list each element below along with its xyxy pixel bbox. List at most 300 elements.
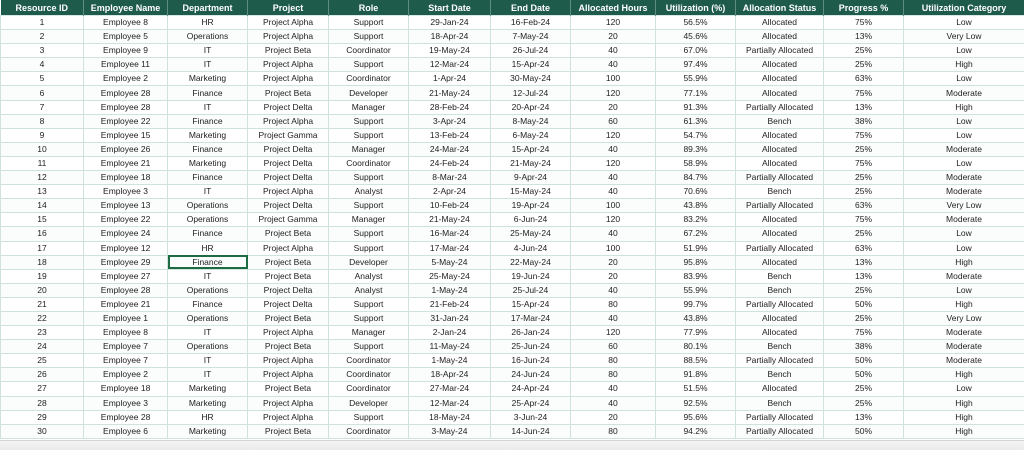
cell-utilization[interactable]: 88.5% — [656, 354, 736, 368]
cell-allocation-status[interactable]: Bench — [736, 283, 824, 297]
cell-allocated-hours[interactable]: 40 — [571, 227, 656, 241]
cell-allocation-status[interactable]: Allocated — [736, 142, 824, 156]
cell-department[interactable]: Operations — [168, 340, 248, 354]
cell-allocation-status[interactable]: Allocated — [736, 58, 824, 72]
cell-allocated-hours[interactable]: 120 — [571, 128, 656, 142]
cell-allocated-hours[interactable]: 100 — [571, 199, 656, 213]
cell-utilization[interactable]: 95.6% — [656, 410, 736, 424]
cell-employee-name[interactable]: Employee 18 — [84, 171, 168, 185]
cell-resource-id[interactable]: 26 — [1, 368, 84, 382]
cell-allocated-hours[interactable]: 80 — [571, 424, 656, 438]
cell-department[interactable]: Operations — [168, 30, 248, 44]
cell-project[interactable]: Project Alpha — [248, 30, 329, 44]
cell-role[interactable]: Coordinator — [329, 368, 409, 382]
cell-allocation-status[interactable]: Partially Allocated — [736, 44, 824, 58]
cell-utilization[interactable]: 80.1% — [656, 340, 736, 354]
cell-allocation-status[interactable]: Allocated — [736, 86, 824, 100]
cell-progress[interactable]: 13% — [824, 269, 904, 283]
cell-role[interactable]: Manager — [329, 100, 409, 114]
cell-start-date[interactable]: 25-May-24 — [409, 269, 491, 283]
cell-end-date[interactable]: 15-Apr-24 — [491, 142, 571, 156]
cell-utilization-category[interactable]: Low — [904, 227, 1024, 241]
cell-role[interactable]: Coordinator — [329, 382, 409, 396]
cell-utilization[interactable]: 97.4% — [656, 58, 736, 72]
cell-role[interactable]: Support — [329, 199, 409, 213]
cell-utilization-category[interactable]: Low — [904, 114, 1024, 128]
cell-end-date[interactable]: 15-Apr-24 — [491, 297, 571, 311]
cell-allocation-status[interactable]: Partially Allocated — [736, 354, 824, 368]
cell-employee-name[interactable]: Employee 28 — [84, 100, 168, 114]
cell-start-date[interactable]: 24-Mar-24 — [409, 142, 491, 156]
cell-project[interactable]: Project Beta — [248, 255, 329, 269]
cell-resource-id[interactable]: 18 — [1, 255, 84, 269]
cell-utilization[interactable]: 91.3% — [656, 100, 736, 114]
cell-role[interactable]: Coordinator — [329, 44, 409, 58]
cell-utilization-category[interactable]: Moderate — [904, 340, 1024, 354]
cell-resource-id[interactable]: 15 — [1, 213, 84, 227]
cell-department[interactable]: IT — [168, 58, 248, 72]
cell-end-date[interactable]: 24-Jun-24 — [491, 368, 571, 382]
cell-utilization-category[interactable]: Low — [904, 156, 1024, 170]
cell-utilization-category[interactable]: Low — [904, 283, 1024, 297]
cell-role[interactable]: Manager — [329, 326, 409, 340]
col-header-role[interactable]: Role — [329, 0, 409, 16]
cell-utilization[interactable]: 91.8% — [656, 368, 736, 382]
cell-progress[interactable]: 25% — [824, 283, 904, 297]
cell-utilization[interactable]: 51.9% — [656, 241, 736, 255]
cell-utilization-category[interactable]: Low — [904, 16, 1024, 30]
cell-start-date[interactable]: 24-Feb-24 — [409, 156, 491, 170]
cell-utilization[interactable]: 67.0% — [656, 44, 736, 58]
cell-start-date[interactable]: 10-Feb-24 — [409, 199, 491, 213]
cell-progress[interactable]: 25% — [824, 185, 904, 199]
cell-progress[interactable]: 25% — [824, 396, 904, 410]
cell-utilization-category[interactable]: Moderate — [904, 171, 1024, 185]
cell-utilization-category[interactable]: Moderate — [904, 213, 1024, 227]
cell-utilization[interactable]: 95.8% — [656, 255, 736, 269]
col-header-utilization[interactable]: Utilization (%) — [656, 0, 736, 16]
cell-progress[interactable]: 50% — [824, 354, 904, 368]
cell-project[interactable]: Project Alpha — [248, 114, 329, 128]
cell-project[interactable]: Project Alpha — [248, 58, 329, 72]
cell-department[interactable]: IT — [168, 44, 248, 58]
cell-allocation-status[interactable]: Allocated — [736, 30, 824, 44]
cell-role[interactable]: Support — [329, 171, 409, 185]
cell-department[interactable]: Operations — [168, 213, 248, 227]
cell-employee-name[interactable]: Employee 7 — [84, 354, 168, 368]
cell-department[interactable]: Marketing — [168, 396, 248, 410]
cell-end-date[interactable]: 24-Apr-24 — [491, 382, 571, 396]
cell-allocated-hours[interactable]: 20 — [571, 30, 656, 44]
cell-resource-id[interactable]: 25 — [1, 354, 84, 368]
cell-project[interactable]: Project Alpha — [248, 354, 329, 368]
cell-allocated-hours[interactable]: 60 — [571, 114, 656, 128]
cell-end-date[interactable]: 15-Apr-24 — [491, 58, 571, 72]
cell-utilization[interactable]: 43.8% — [656, 199, 736, 213]
cell-progress[interactable]: 50% — [824, 424, 904, 438]
cell-allocated-hours[interactable]: 120 — [571, 213, 656, 227]
cell-progress[interactable]: 25% — [824, 58, 904, 72]
cell-end-date[interactable]: 14-Jun-24 — [491, 424, 571, 438]
cell-start-date[interactable]: 12-Mar-24 — [409, 396, 491, 410]
cell-progress[interactable]: 38% — [824, 114, 904, 128]
cell-progress[interactable]: 75% — [824, 86, 904, 100]
cell-allocated-hours[interactable]: 40 — [571, 142, 656, 156]
cell-utilization-category[interactable]: Very Low — [904, 30, 1024, 44]
cell-allocated-hours[interactable]: 40 — [571, 396, 656, 410]
cell-allocated-hours[interactable]: 60 — [571, 340, 656, 354]
cell-resource-id[interactable]: 3 — [1, 44, 84, 58]
cell-utilization-category[interactable]: Moderate — [904, 269, 1024, 283]
cell-start-date[interactable]: 17-Mar-24 — [409, 241, 491, 255]
cell-end-date[interactable]: 30-May-24 — [491, 72, 571, 86]
cell-start-date[interactable]: 18-Apr-24 — [409, 30, 491, 44]
cell-resource-id[interactable]: 30 — [1, 424, 84, 438]
cell-utilization[interactable]: 70.6% — [656, 185, 736, 199]
cell-role[interactable]: Developer — [329, 396, 409, 410]
cell-department[interactable]: Finance — [168, 255, 248, 269]
cell-project[interactable]: Project Alpha — [248, 72, 329, 86]
cell-utilization[interactable]: 43.8% — [656, 311, 736, 325]
cell-resource-id[interactable]: 7 — [1, 100, 84, 114]
cell-utilization[interactable]: 58.9% — [656, 156, 736, 170]
cell-resource-id[interactable]: 20 — [1, 283, 84, 297]
cell-utilization[interactable]: 77.9% — [656, 326, 736, 340]
cell-allocation-status[interactable]: Bench — [736, 114, 824, 128]
cell-progress[interactable]: 25% — [824, 382, 904, 396]
cell-role[interactable]: Analyst — [329, 283, 409, 297]
cell-utilization-category[interactable]: Low — [904, 72, 1024, 86]
cell-resource-id[interactable]: 14 — [1, 199, 84, 213]
cell-start-date[interactable]: 1-May-24 — [409, 283, 491, 297]
cell-project[interactable]: Project Delta — [248, 156, 329, 170]
cell-resource-id[interactable]: 19 — [1, 269, 84, 283]
cell-allocated-hours[interactable]: 100 — [571, 72, 656, 86]
cell-progress[interactable]: 13% — [824, 100, 904, 114]
cell-allocated-hours[interactable]: 20 — [571, 410, 656, 424]
cell-start-date[interactable]: 3-Apr-24 — [409, 114, 491, 128]
cell-utilization-category[interactable]: High — [904, 100, 1024, 114]
col-header-project[interactable]: Project — [248, 0, 329, 16]
cell-department[interactable]: HR — [168, 16, 248, 30]
cell-department[interactable]: IT — [168, 354, 248, 368]
cell-start-date[interactable]: 31-Jan-24 — [409, 311, 491, 325]
cell-progress[interactable]: 50% — [824, 368, 904, 382]
cell-utilization[interactable]: 51.5% — [656, 382, 736, 396]
cell-end-date[interactable]: 19-Apr-24 — [491, 199, 571, 213]
cell-progress[interactable]: 75% — [824, 16, 904, 30]
cell-department[interactable]: Finance — [168, 171, 248, 185]
cell-allocated-hours[interactable]: 40 — [571, 283, 656, 297]
cell-progress[interactable]: 25% — [824, 171, 904, 185]
cell-progress[interactable]: 63% — [824, 199, 904, 213]
cell-utilization[interactable]: 61.3% — [656, 114, 736, 128]
cell-resource-id[interactable]: 22 — [1, 311, 84, 325]
cell-allocated-hours[interactable]: 80 — [571, 354, 656, 368]
cell-end-date[interactable]: 17-Mar-24 — [491, 311, 571, 325]
cell-department[interactable]: Marketing — [168, 424, 248, 438]
cell-employee-name[interactable]: Employee 28 — [84, 283, 168, 297]
cell-start-date[interactable]: 19-May-24 — [409, 44, 491, 58]
cell-start-date[interactable]: 12-Mar-24 — [409, 58, 491, 72]
cell-employee-name[interactable]: Employee 5 — [84, 30, 168, 44]
cell-allocated-hours[interactable]: 40 — [571, 44, 656, 58]
col-header-utilization-category[interactable]: Utilization Category — [904, 0, 1024, 16]
cell-utilization-category[interactable]: Moderate — [904, 142, 1024, 156]
cell-allocated-hours[interactable]: 80 — [571, 297, 656, 311]
col-header-progress[interactable]: Progress % — [824, 0, 904, 16]
cell-allocated-hours[interactable]: 120 — [571, 16, 656, 30]
cell-employee-name[interactable]: Employee 2 — [84, 72, 168, 86]
cell-employee-name[interactable]: Employee 29 — [84, 255, 168, 269]
cell-project[interactable]: Project Alpha — [248, 241, 329, 255]
cell-progress[interactable]: 13% — [824, 30, 904, 44]
cell-progress[interactable]: 13% — [824, 410, 904, 424]
cell-department[interactable]: Marketing — [168, 128, 248, 142]
cell-utilization-category[interactable]: High — [904, 255, 1024, 269]
cell-employee-name[interactable]: Employee 8 — [84, 326, 168, 340]
cell-end-date[interactable]: 19-Jun-24 — [491, 269, 571, 283]
cell-project[interactable]: Project Alpha — [248, 16, 329, 30]
cell-resource-id[interactable]: 8 — [1, 114, 84, 128]
cell-end-date[interactable]: 16-Jun-24 — [491, 354, 571, 368]
cell-resource-id[interactable]: 29 — [1, 410, 84, 424]
cell-resource-id[interactable]: 2 — [1, 30, 84, 44]
cell-allocated-hours[interactable]: 40 — [571, 185, 656, 199]
cell-progress[interactable]: 13% — [824, 255, 904, 269]
cell-allocation-status[interactable]: Allocated — [736, 227, 824, 241]
cell-end-date[interactable]: 26-Jan-24 — [491, 326, 571, 340]
cell-project[interactable]: Project Delta — [248, 297, 329, 311]
cell-utilization[interactable]: 55.9% — [656, 283, 736, 297]
cell-role[interactable]: Support — [329, 58, 409, 72]
cell-end-date[interactable]: 4-Jun-24 — [491, 241, 571, 255]
cell-utilization-category[interactable]: High — [904, 368, 1024, 382]
cell-progress[interactable]: 75% — [824, 156, 904, 170]
cell-allocated-hours[interactable]: 40 — [571, 58, 656, 72]
cell-utilization-category[interactable]: Very Low — [904, 199, 1024, 213]
cell-employee-name[interactable]: Employee 22 — [84, 213, 168, 227]
cell-start-date[interactable]: 21-Feb-24 — [409, 297, 491, 311]
cell-project[interactable]: Project Beta — [248, 86, 329, 100]
cell-department[interactable]: IT — [168, 185, 248, 199]
cell-allocation-status[interactable]: Bench — [736, 185, 824, 199]
col-header-end-date[interactable]: End Date — [491, 0, 571, 16]
cell-employee-name[interactable]: Employee 26 — [84, 142, 168, 156]
cell-utilization-category[interactable]: Low — [904, 382, 1024, 396]
cell-employee-name[interactable]: Employee 3 — [84, 396, 168, 410]
cell-department[interactable]: Marketing — [168, 72, 248, 86]
cell-allocated-hours[interactable]: 40 — [571, 311, 656, 325]
cell-progress[interactable]: 25% — [824, 311, 904, 325]
cell-department[interactable]: Finance — [168, 142, 248, 156]
cell-allocation-status[interactable]: Partially Allocated — [736, 297, 824, 311]
cell-progress[interactable]: 75% — [824, 326, 904, 340]
cell-allocated-hours[interactable]: 120 — [571, 86, 656, 100]
cell-project[interactable]: Project Beta — [248, 44, 329, 58]
cell-employee-name[interactable]: Employee 3 — [84, 185, 168, 199]
cell-progress[interactable]: 63% — [824, 72, 904, 86]
cell-utilization[interactable]: 55.9% — [656, 72, 736, 86]
cell-end-date[interactable]: 21-May-24 — [491, 156, 571, 170]
cell-end-date[interactable]: 16-Feb-24 — [491, 16, 571, 30]
cell-project[interactable]: Project Alpha — [248, 396, 329, 410]
cell-progress[interactable]: 25% — [824, 227, 904, 241]
cell-department[interactable]: HR — [168, 410, 248, 424]
cell-allocation-status[interactable]: Allocated — [736, 326, 824, 340]
cell-start-date[interactable]: 1-May-24 — [409, 354, 491, 368]
cell-role[interactable]: Coordinator — [329, 424, 409, 438]
cell-role[interactable]: Manager — [329, 213, 409, 227]
cell-department[interactable]: IT — [168, 100, 248, 114]
col-header-allocated-hours[interactable]: Allocated Hours — [571, 0, 656, 16]
cell-start-date[interactable]: 1-Apr-24 — [409, 72, 491, 86]
cell-end-date[interactable]: 25-Jul-24 — [491, 283, 571, 297]
cell-role[interactable]: Coordinator — [329, 354, 409, 368]
cell-utilization-category[interactable]: High — [904, 396, 1024, 410]
cell-allocation-status[interactable]: Partially Allocated — [736, 424, 824, 438]
cell-allocation-status[interactable]: Partially Allocated — [736, 199, 824, 213]
cell-project[interactable]: Project Gamma — [248, 213, 329, 227]
cell-end-date[interactable]: 7-May-24 — [491, 30, 571, 44]
cell-project[interactable]: Project Delta — [248, 283, 329, 297]
col-header-employee-name[interactable]: Employee Name — [84, 0, 168, 16]
cell-role[interactable]: Support — [329, 227, 409, 241]
cell-resource-id[interactable]: 16 — [1, 227, 84, 241]
cell-project[interactable]: Project Delta — [248, 100, 329, 114]
cell-department[interactable]: IT — [168, 368, 248, 382]
cell-resource-id[interactable]: 4 — [1, 58, 84, 72]
cell-employee-name[interactable]: Employee 15 — [84, 128, 168, 142]
cell-utilization-category[interactable]: High — [904, 424, 1024, 438]
cell-role[interactable]: Developer — [329, 255, 409, 269]
cell-project[interactable]: Project Alpha — [248, 326, 329, 340]
cell-end-date[interactable]: 9-Apr-24 — [491, 171, 571, 185]
cell-allocation-status[interactable]: Partially Allocated — [736, 171, 824, 185]
cell-resource-id[interactable]: 6 — [1, 86, 84, 100]
cell-role[interactable]: Coordinator — [329, 156, 409, 170]
cell-allocation-status[interactable]: Allocated — [736, 156, 824, 170]
cell-resource-id[interactable]: 10 — [1, 142, 84, 156]
cell-allocated-hours[interactable]: 20 — [571, 269, 656, 283]
cell-start-date[interactable]: 5-May-24 — [409, 255, 491, 269]
cell-role[interactable]: Support — [329, 297, 409, 311]
cell-allocated-hours[interactable]: 40 — [571, 171, 656, 185]
cell-resource-id[interactable]: 23 — [1, 326, 84, 340]
cell-employee-name[interactable]: Employee 24 — [84, 227, 168, 241]
cell-department[interactable]: Finance — [168, 86, 248, 100]
cell-employee-name[interactable]: Employee 2 — [84, 368, 168, 382]
cell-end-date[interactable]: 26-Jul-24 — [491, 44, 571, 58]
cell-project[interactable]: Project Gamma — [248, 128, 329, 142]
cell-project[interactable]: Project Delta — [248, 142, 329, 156]
cell-progress[interactable]: 25% — [824, 44, 904, 58]
cell-start-date[interactable]: 27-Mar-24 — [409, 382, 491, 396]
cell-start-date[interactable]: 28-Feb-24 — [409, 100, 491, 114]
cell-utilization-category[interactable]: Low — [904, 241, 1024, 255]
cell-utilization[interactable]: 89.3% — [656, 142, 736, 156]
cell-utilization-category[interactable]: Moderate — [904, 354, 1024, 368]
cell-resource-id[interactable]: 5 — [1, 72, 84, 86]
cell-project[interactable]: Project Delta — [248, 171, 329, 185]
cell-role[interactable]: Support — [329, 241, 409, 255]
cell-allocation-status[interactable]: Allocated — [736, 128, 824, 142]
cell-project[interactable]: Project Beta — [248, 227, 329, 241]
cell-start-date[interactable]: 21-May-24 — [409, 86, 491, 100]
cell-utilization[interactable]: 83.9% — [656, 269, 736, 283]
cell-allocated-hours[interactable]: 80 — [571, 368, 656, 382]
cell-progress[interactable]: 75% — [824, 128, 904, 142]
cell-role[interactable]: Support — [329, 410, 409, 424]
cell-project[interactable]: Project Beta — [248, 424, 329, 438]
cell-progress[interactable]: 75% — [824, 213, 904, 227]
cell-utilization[interactable]: 94.2% — [656, 424, 736, 438]
cell-role[interactable]: Support — [329, 114, 409, 128]
cell-utilization-category[interactable]: Low — [904, 128, 1024, 142]
cell-end-date[interactable]: 6-May-24 — [491, 128, 571, 142]
cell-department[interactable]: IT — [168, 326, 248, 340]
cell-project[interactable]: Project Alpha — [248, 368, 329, 382]
cell-project[interactable]: Project Delta — [248, 199, 329, 213]
cell-role[interactable]: Analyst — [329, 185, 409, 199]
cell-department[interactable]: HR — [168, 241, 248, 255]
cell-utilization[interactable]: 45.6% — [656, 30, 736, 44]
cell-department[interactable]: Finance — [168, 297, 248, 311]
cell-start-date[interactable]: 29-Jan-24 — [409, 16, 491, 30]
cell-utilization[interactable]: 56.5% — [656, 16, 736, 30]
cell-employee-name[interactable]: Employee 9 — [84, 44, 168, 58]
cell-utilization-category[interactable]: High — [904, 410, 1024, 424]
cell-utilization-category[interactable]: Low — [904, 44, 1024, 58]
cell-utilization-category[interactable]: Moderate — [904, 185, 1024, 199]
cell-utilization-category[interactable]: High — [904, 297, 1024, 311]
cell-employee-name[interactable]: Employee 12 — [84, 241, 168, 255]
cell-start-date[interactable]: 2-Apr-24 — [409, 185, 491, 199]
cell-end-date[interactable]: 15-May-24 — [491, 185, 571, 199]
cell-start-date[interactable]: 21-May-24 — [409, 213, 491, 227]
cell-end-date[interactable]: 6-Jun-24 — [491, 213, 571, 227]
cell-allocation-status[interactable]: Bench — [736, 396, 824, 410]
cell-utilization[interactable]: 83.2% — [656, 213, 736, 227]
cell-utilization[interactable]: 84.7% — [656, 171, 736, 185]
cell-role[interactable]: Support — [329, 311, 409, 325]
cell-role[interactable]: Manager — [329, 142, 409, 156]
cell-start-date[interactable]: 11-May-24 — [409, 340, 491, 354]
cell-resource-id[interactable]: 28 — [1, 396, 84, 410]
cell-role[interactable]: Support — [329, 16, 409, 30]
cell-role[interactable]: Support — [329, 340, 409, 354]
cell-department[interactable]: Operations — [168, 283, 248, 297]
cell-employee-name[interactable]: Employee 6 — [84, 424, 168, 438]
cell-resource-id[interactable]: 11 — [1, 156, 84, 170]
cell-start-date[interactable]: 8-Mar-24 — [409, 171, 491, 185]
cell-resource-id[interactable]: 12 — [1, 171, 84, 185]
cell-role[interactable]: Support — [329, 30, 409, 44]
cell-end-date[interactable]: 20-Apr-24 — [491, 100, 571, 114]
cell-department[interactable]: IT — [168, 269, 248, 283]
cell-department[interactable]: Marketing — [168, 156, 248, 170]
cell-role[interactable]: Developer — [329, 86, 409, 100]
cell-start-date[interactable]: 16-Mar-24 — [409, 227, 491, 241]
cell-allocated-hours[interactable]: 100 — [571, 241, 656, 255]
cell-allocation-status[interactable]: Allocated — [736, 16, 824, 30]
cell-start-date[interactable]: 3-May-24 — [409, 424, 491, 438]
cell-resource-id[interactable]: 9 — [1, 128, 84, 142]
cell-allocation-status[interactable]: Allocated — [736, 213, 824, 227]
cell-allocated-hours[interactable]: 40 — [571, 382, 656, 396]
cell-employee-name[interactable]: Employee 28 — [84, 410, 168, 424]
cell-resource-id[interactable]: 13 — [1, 185, 84, 199]
